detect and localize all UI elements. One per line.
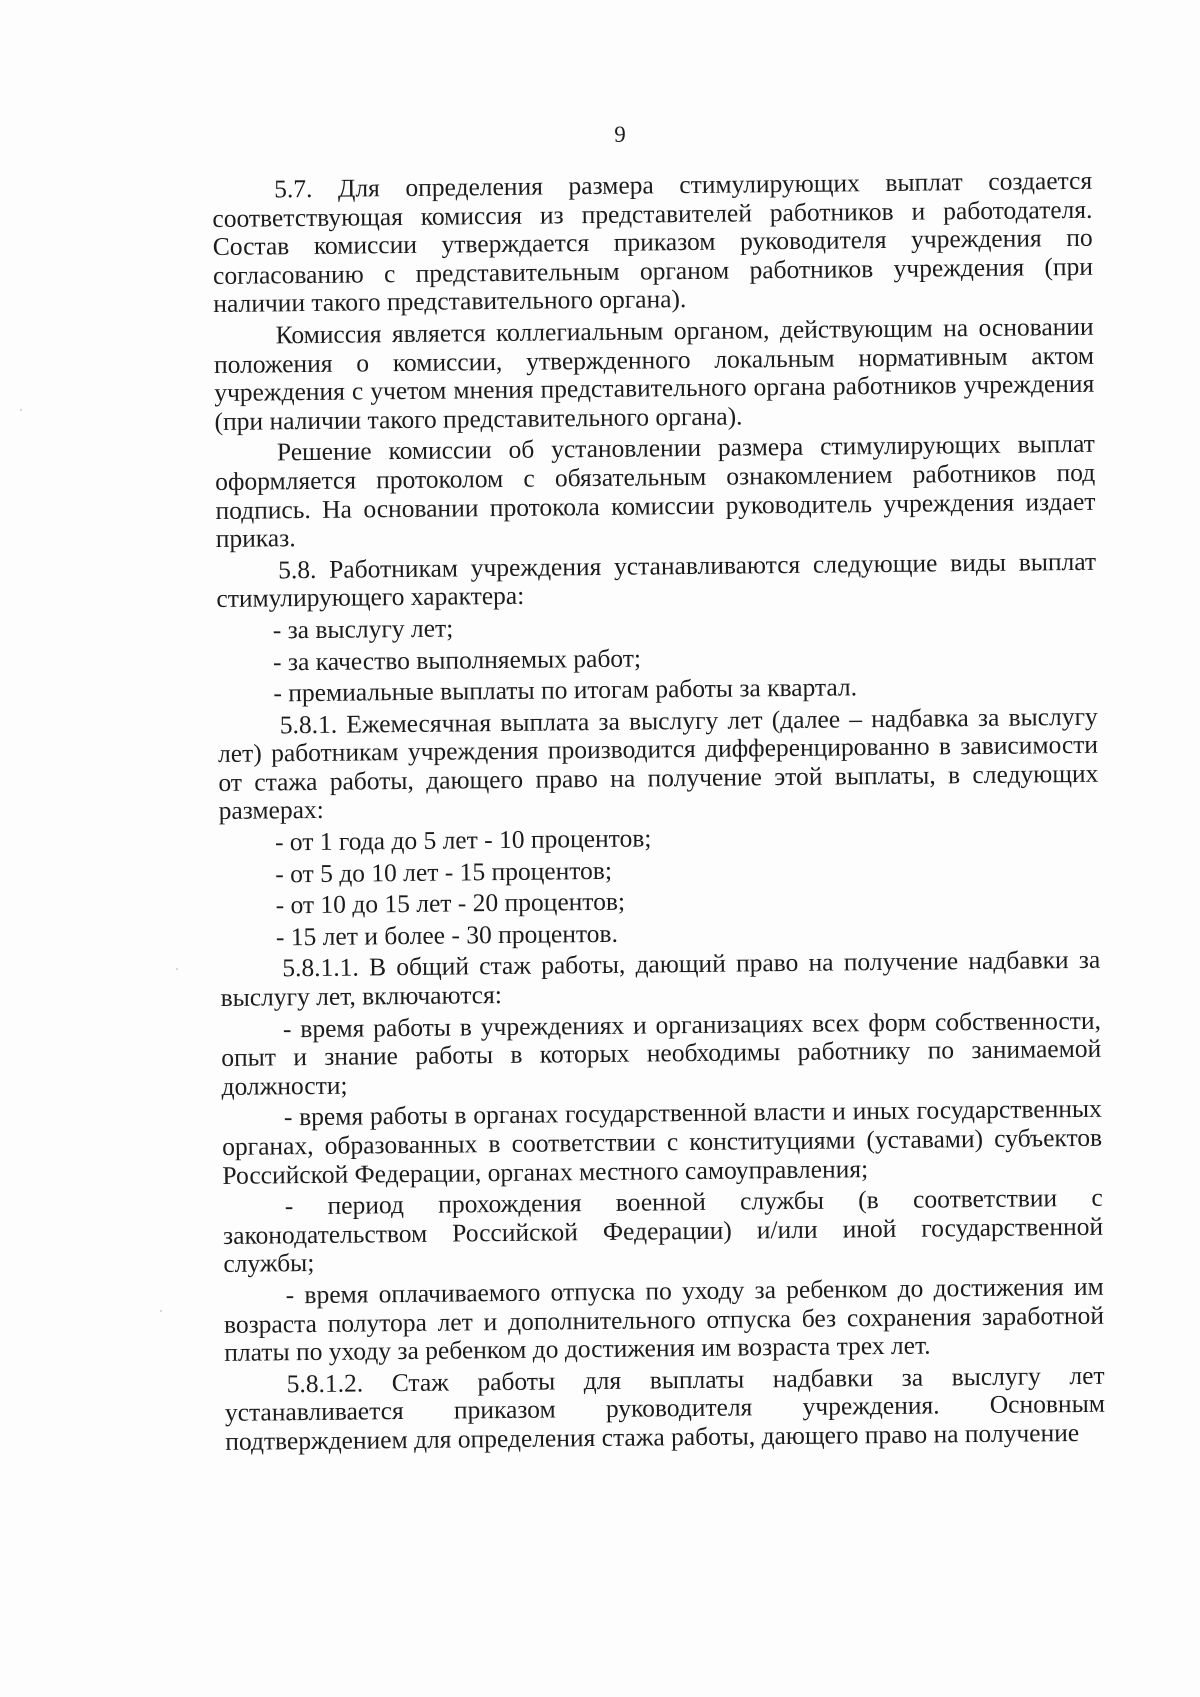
paragraph-5-8-1-2: 5.8.1.2. Стаж работы для выплаты надбавки за выслугу лет устанавливается приказом руководителя учреждения. Основным подтверждением для определения стажа работы, дающего право на получение (224, 1360, 1106, 1456)
list-item: - от 1 года до 5 лет - 10 процентов; (274, 823, 652, 857)
list-item: - 15 лет и более - 30 процентов. (275, 918, 619, 952)
scan-speck (176, 968, 178, 970)
paragraph-5-8-1-1: 5.8.1.1. В общий стаж работы, дающий право на получение надбавки за выслугу лет, включаются: (220, 945, 1101, 1012)
document-body (212, 167, 1105, 1460)
list-item: - за качество выполняемых работ; (272, 643, 642, 676)
paragraph-commission-decision: Решение комиссии об установлении размера стимулирующих выплат оформляется протоколом с обязательным ознакомлением работников под подпись. На основании протокола комиссии руководитель учреждения издает приказ. (215, 429, 1096, 554)
list-item: - премиальные выплаты по итогам работы за квартал. (273, 672, 858, 708)
list-item: - время оплачиваемого отпуска по уходу за ребенком до достижения им возраста полутора лет и дополнительного отпуска без сохранения заработной платы по уходу за ребенком до достижения им возраста трех лет. (223, 1271, 1105, 1368)
paragraph-commission-status: Комиссия является коллегиальным органом, действующим на основании положения о комиссии, утвержденного локальным нормативным актом учреждения с учетом мнения представительного органа работников учреждения (при наличии такого представительного органа). (213, 311, 1095, 436)
list-item: - время работы в учреждениях и организациях всех форм собственности, опыт и знание работы в которых необходимы работнику по занимаемой должности; (221, 1005, 1102, 1101)
list-item: - от 10 до 15 лет - 20 процентов; (275, 886, 626, 920)
paragraph-5-7: 5.7. Для определения размера стимулирующих выплат создается соответствующая комиссия из представителей работников и работодателя. Состав комиссии утверждается приказом руководителя учреждения по согласованию с представительным органом работников учреждения (при наличии такого представительного органа). (212, 165, 1094, 319)
list-item: - период прохождения военной службы (в соответствии с законодательством Российской Федерации) и/или иной государственной службы; (222, 1182, 1104, 1279)
paragraph-5-8-1: 5.8.1. Ежемесячная выплата за выслугу лет (далее – надбавка за выслугу лет) работникам учреждения производится дифференцированно в зависимости от стажа работы, дающего право на получение этой выплаты, в следующих размерах: (217, 701, 1099, 826)
page-number: 9 (614, 122, 626, 147)
list-item: - за выслугу лет; (272, 613, 454, 645)
paragraph-5-8: 5.8. Работникам учреждения устанавливаются следующие виды выплат стимулирующего характера: (216, 546, 1097, 614)
list-item: - от 5 до 10 лет - 15 процентов; (275, 855, 613, 889)
scan-speck (20, 409, 22, 411)
list-item: - время работы в органах государственной власти и иных государственных органах, образованных в соответствии с конституциями (уставами) субъектов Российской Федерации, органах местного самоуправления; (222, 1094, 1103, 1190)
scan-speck (160, 1310, 162, 1312)
